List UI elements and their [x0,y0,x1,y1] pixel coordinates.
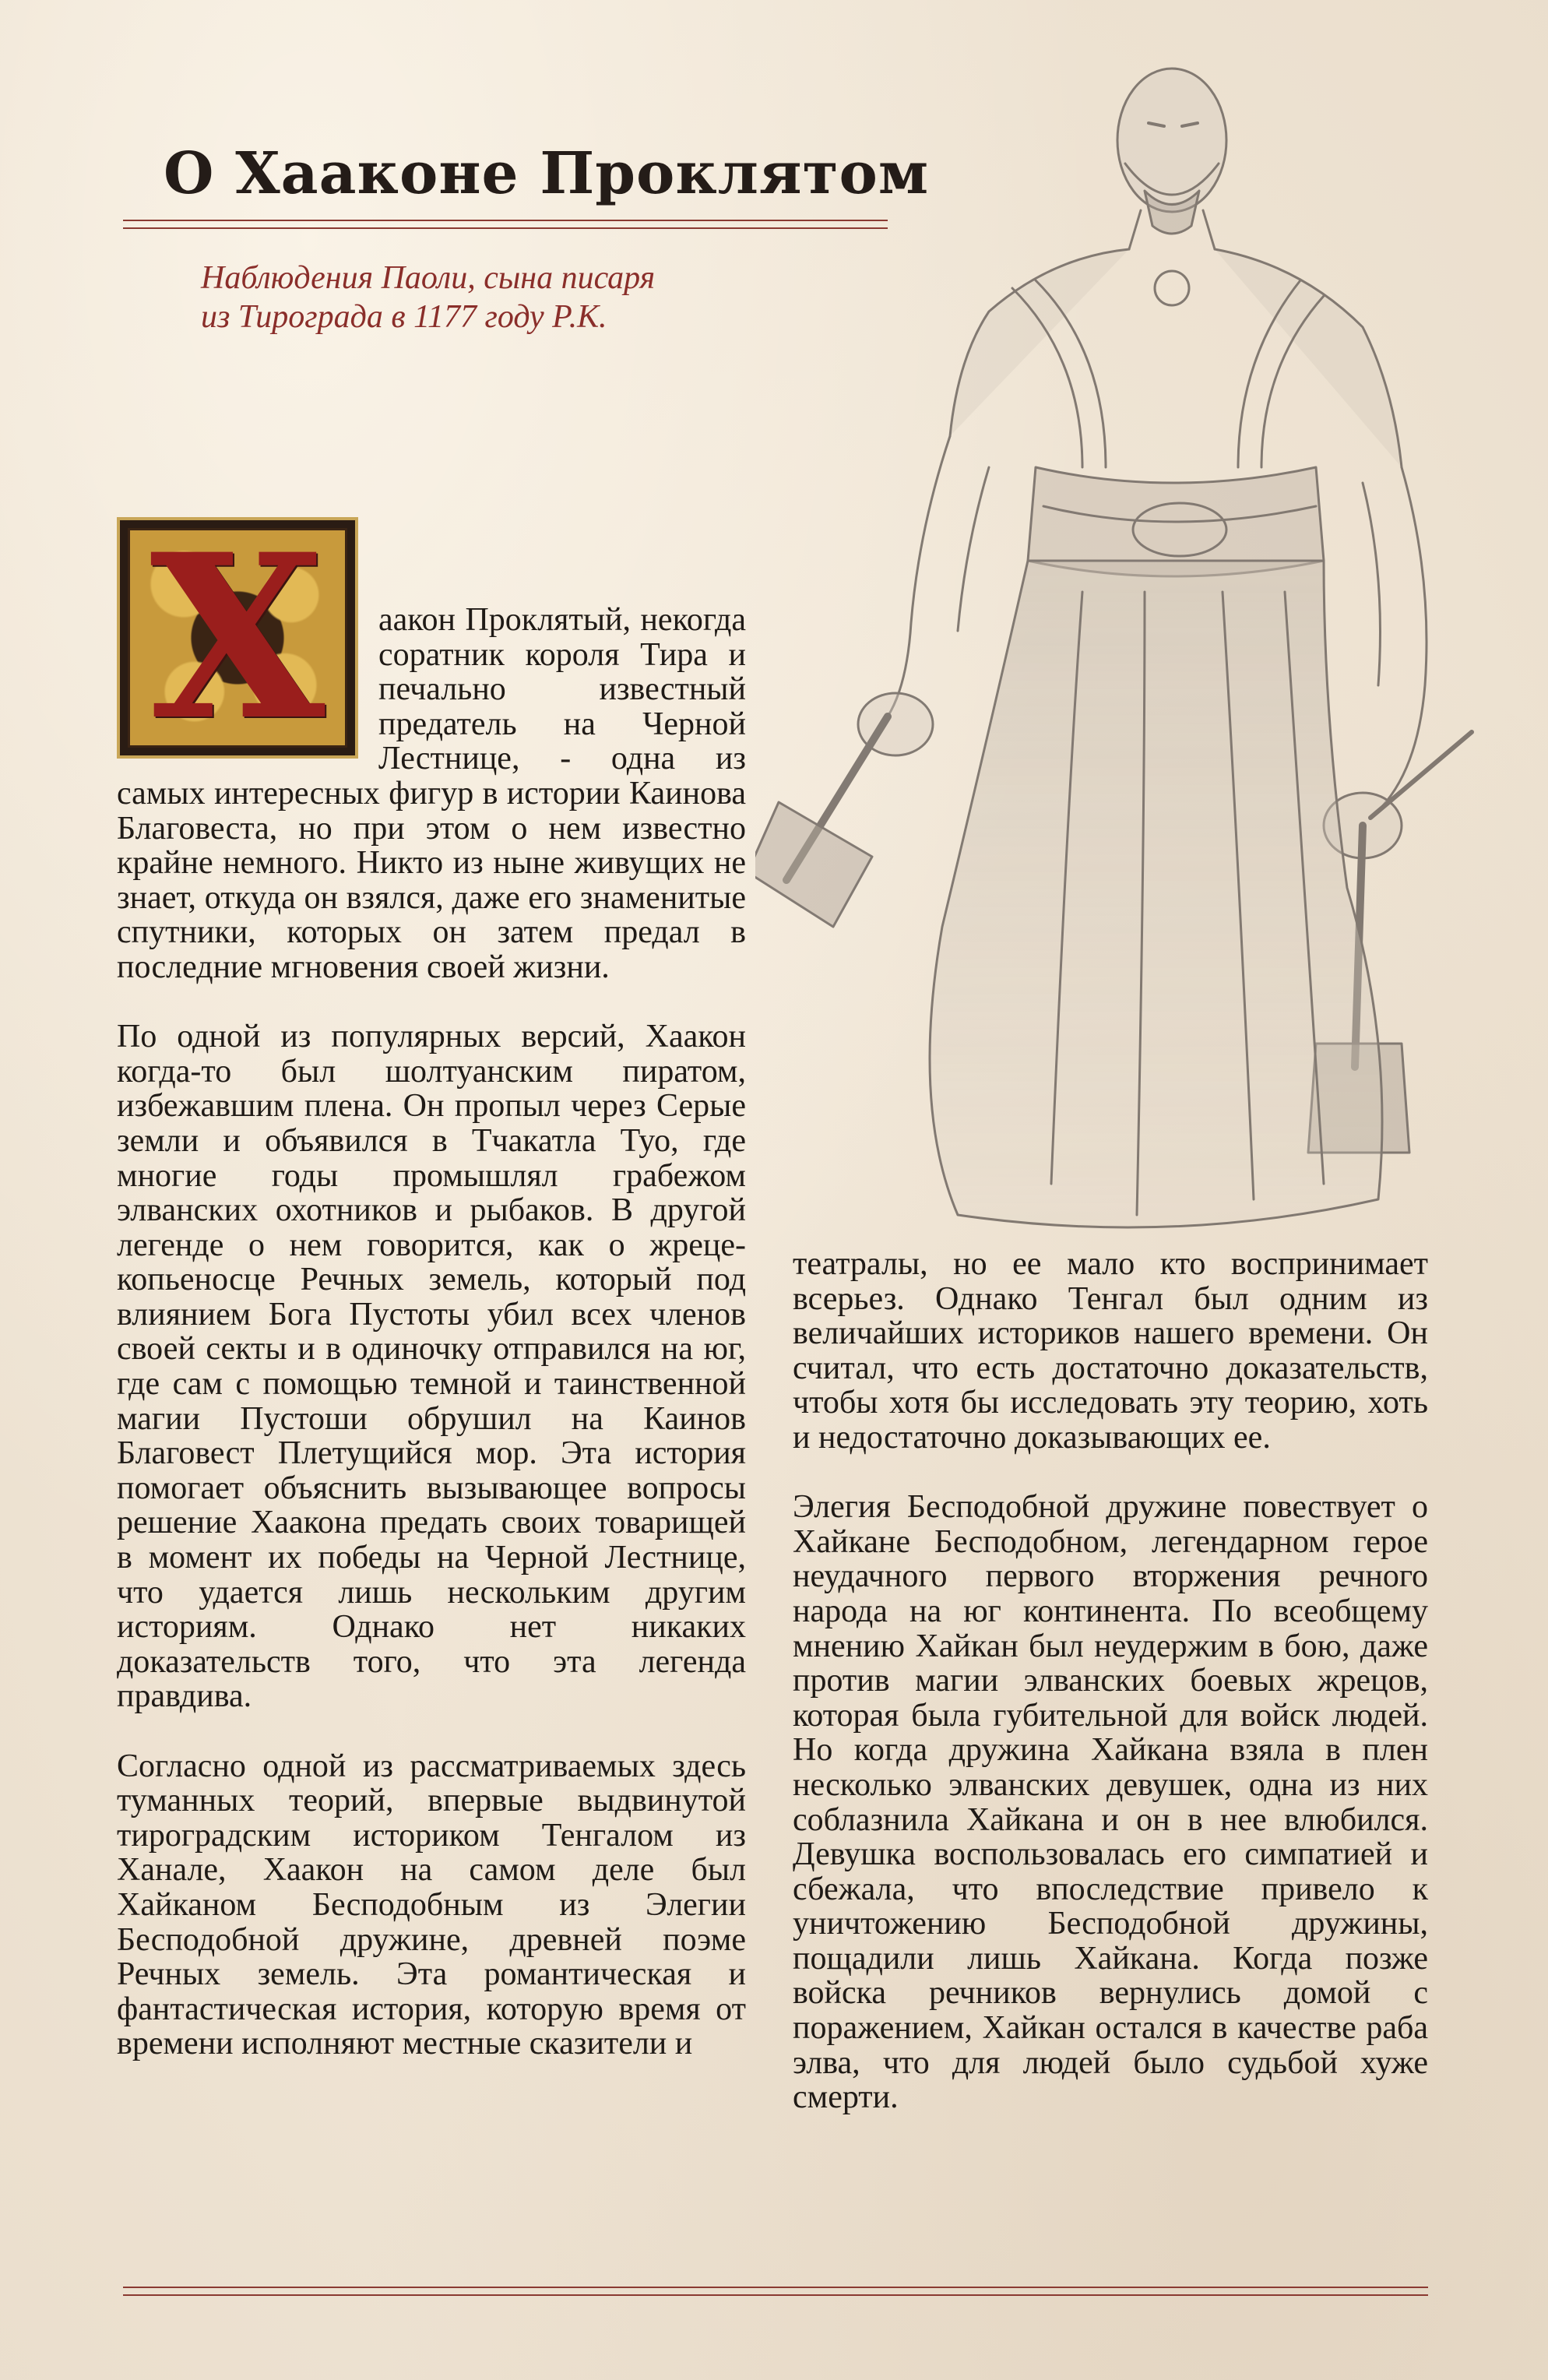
illuminated-dropcap [117,505,358,770]
subtitle-line-1: Наблюдения Паоли, сына писаря [201,260,656,296]
warrior-sketch-illustration [755,31,1487,1246]
page-title: О Хааконе Проклятом [164,140,930,207]
right-paragraph-2: Элегия Бесподобной дружине повествует о Хайкане Бесподобном, легендарном герое неудачного первого вторжения речного народа на юг континента. По всеобщему мнению Хайкан был неудержим в бою, даже против магии элванских боевых жрецов, которая была губительной для войск людей. Но когда дружина Хайкана взяла в плен несколько элванских девушек, одна из них соблазнила Хайкана и он в нее влюбился. Девушка воспользовалась его симпатией и сбежала, что впоследствие привело к уничтожению Бесподобной дружины, пощадили лишь Хайкана. Когда позже войска речников вернулись домой с поражением, Хайкан остался в качестве раба элва, что для людей было судьбой хуже смерти. [793,1489,1428,2116]
subtitle-line-2: из Тирограда в 1177 году Р.К. [201,299,607,335]
left-paragraph-3: Согласно одной из рассматриваемых здесь туманных теорий, впервые выдвинутой тироградским историком Тенгалом из Ханале, Хаакон на самом деле был Хайканом Бесподобным из Элегии Бесподобной дружине, древней поэме Речных земель. Эта романтическая и фантастическая история, которую время от времени исполняют местные сказители и [117,1748,746,2062]
left-text-column [117,505,746,2062]
left-paragraph-2: По одной из популярных версий, Хаакон когда-то был шолтуанским пиратом, избежавшим плена. Он пропыл через Серые земли и объявился в Тчакатла Туо, где многие годы промышлял грабежом элванских охотников и рыбаков. В другой легенде о нем говорится, как о жреце-копьеносце Речных земель, который под влиянием Бога Пустоты убил всех членов своей секты и в одиночку отправился на юг, где сам с помощью темной и таинственной магии Пустоши обрушил на Каинов Благовест Плетущийся мор. Эта история помогает объяснить вызывающее вопросы решение Хаакона предать своих товарищей в момент их победы на Черной Лестнице, что удается лишь нескольким другим историям. Однако нет никаких доказательств того, что эта легенда правдива. [117,1019,746,1715]
right-paragraph-1: театралы, но ее мало кто воспринимает всерьез. Однако Тенгал был одним из величайших историков нашего времени. Он считал, что есть достаточно доказательств, чтобы хотя бы исследовать эту теорию, хоть и недостаточно доказывающих ее. [793,1246,1428,1456]
right-text-column [793,1247,1428,2115]
left-paragraph-1: аакон Проклятый, некогда соратник короля Тира и печально известный предатель на Черной Лестнице, - одна из самых интересных фигур в истории Каинова Благовеста, но при этом о нем известно крайне немного. Никто из ныне живущих не знает, откуда он взялся, даже его знаменитые спутники, которых он затем предал в последние мгновения своей жизни. [117,602,746,985]
dropcap-letter: Х [150,505,325,770]
bottom-divider [123,2287,1428,2296]
subtitle [201,259,793,336]
